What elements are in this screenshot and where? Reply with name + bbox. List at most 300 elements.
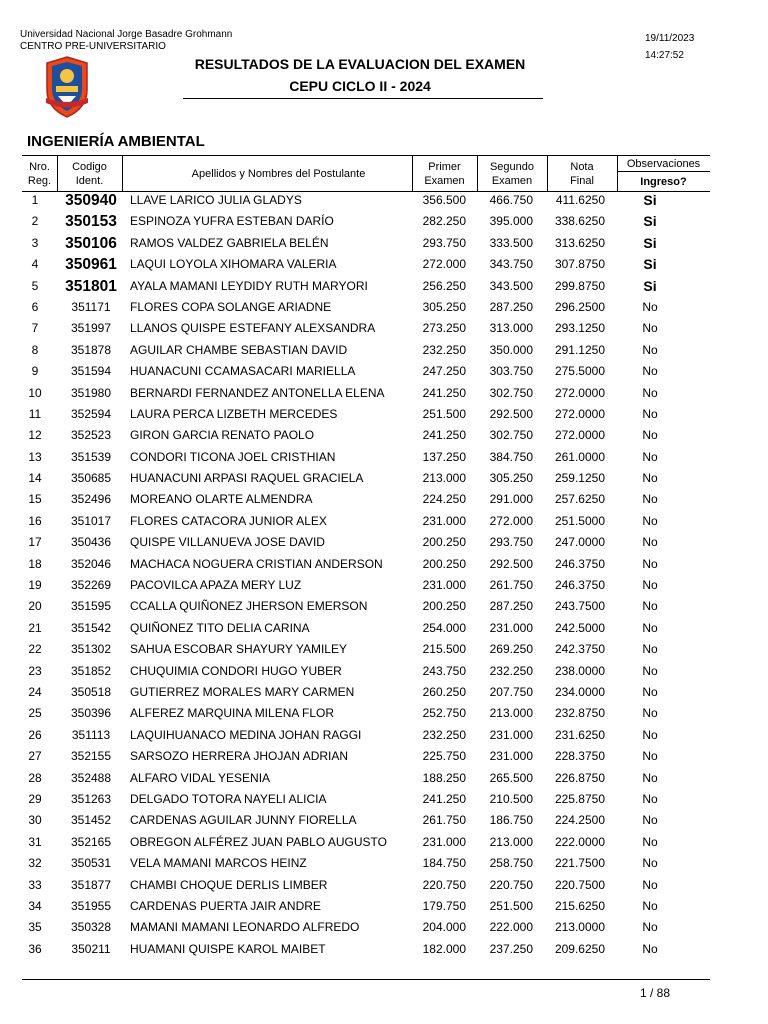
center-name: CENTRO PRE-UNIVERSITARIO — [20, 41, 166, 52]
final-grade: 224.2500 — [554, 813, 605, 828]
applicant-code: 351113 — [71, 727, 111, 742]
table-row — [0, 425, 768, 446]
row-number: 4 — [31, 257, 39, 272]
table-row — [0, 233, 768, 254]
table-row — [0, 468, 768, 489]
final-grade: 226.8750 — [554, 770, 605, 785]
first-exam-score: 241.250 — [422, 791, 466, 806]
final-grade: 234.0000 — [554, 684, 605, 699]
admission-status: Si — [643, 192, 657, 208]
header-observations: Observaciones — [626, 157, 701, 170]
university-seal-icon — [44, 56, 90, 118]
first-exam-score: 188.250 — [422, 770, 466, 785]
applicant-name: CCALLA QUIÑONEZ JHERSON EMERSON — [130, 599, 368, 614]
second-exam-score: 305.250 — [489, 471, 533, 486]
row-number: 28 — [28, 770, 42, 785]
second-exam-score: 272.000 — [489, 513, 533, 528]
second-exam-score: 313.000 — [489, 321, 533, 336]
applicant-code: 352046 — [70, 556, 112, 571]
admission-status: No — [642, 556, 658, 571]
table-row — [0, 917, 768, 938]
row-number: 24 — [28, 684, 42, 699]
row-number: 11 — [28, 406, 42, 421]
first-exam-score: 184.750 — [422, 856, 466, 871]
applicant-name: BERNARDI FERNANDEZ ANTONELLA ELENA — [130, 385, 385, 400]
final-grade: 411.6250 — [555, 193, 605, 207]
applicant-name: PACOVILCA APAZA MERY LUZ — [130, 578, 302, 593]
second-exam-score: 292.500 — [489, 406, 533, 421]
final-grade: 222.0000 — [554, 834, 605, 849]
applicant-code: 350961 — [65, 256, 117, 274]
admission-status: No — [642, 706, 658, 721]
table-row — [0, 276, 768, 297]
second-exam-score: 343.750 — [489, 257, 533, 272]
table-row — [0, 832, 768, 853]
applicant-code: 350153 — [65, 213, 117, 231]
table-row — [0, 489, 768, 510]
final-grade: 275.5000 — [554, 364, 605, 379]
first-exam-score: 204.000 — [422, 920, 466, 935]
first-exam-score: 272.000 — [422, 257, 466, 272]
final-grade: 221.7500 — [554, 856, 605, 871]
first-exam-score: 224.250 — [422, 492, 466, 507]
first-exam-score: 232.250 — [422, 342, 466, 357]
final-grade: 246.3750 — [554, 578, 605, 593]
second-exam-score: 466.750 — [489, 193, 533, 207]
first-exam-score: 252.750 — [422, 706, 466, 721]
second-exam-score: 343.500 — [489, 278, 533, 293]
applicant-code: 350328 — [70, 920, 112, 935]
admission-status: No — [642, 684, 658, 699]
second-exam-score: 302.750 — [489, 428, 533, 443]
admission-status: No — [642, 727, 658, 742]
second-exam-score: 287.250 — [489, 599, 533, 614]
table-row — [0, 211, 768, 232]
row-number: 14 — [28, 471, 42, 486]
final-grade: 242.3750 — [554, 642, 605, 657]
applicant-code: 350518 — [70, 684, 112, 699]
row-number: 26 — [28, 727, 42, 742]
row-number: 6 — [31, 299, 39, 314]
second-exam-score: 395.000 — [489, 214, 533, 229]
final-grade: 272.0000 — [554, 428, 605, 443]
table-row — [0, 297, 768, 318]
applicant-code: 352488 — [70, 770, 112, 785]
final-grade: 220.7500 — [554, 877, 605, 892]
final-grade: 247.0000 — [554, 535, 605, 550]
applicant-name: RAMOS VALDEZ GABRIELA BELÉN — [130, 235, 329, 250]
first-exam-score: 251.500 — [422, 406, 466, 421]
admission-status: No — [642, 599, 658, 614]
admission-status: No — [642, 535, 658, 550]
table-row — [0, 532, 768, 553]
applicant-code: 352523 — [70, 428, 112, 443]
institution-block — [20, 29, 232, 53]
second-exam-score: 220.750 — [489, 877, 533, 892]
header-final-grade: Nota Final — [570, 160, 594, 187]
applicant-code: 351017 — [70, 513, 112, 528]
table-row — [0, 618, 768, 639]
second-exam-score: 384.750 — [489, 449, 533, 464]
header-name: Apellidos y Nombres del Postulante — [191, 167, 366, 180]
applicant-name: ALFARO VIDAL YESENIA — [130, 770, 271, 785]
admission-status: No — [642, 856, 658, 871]
applicant-code: 350106 — [65, 234, 117, 252]
second-exam-score: 251.500 — [489, 898, 533, 913]
admission-status: No — [642, 920, 658, 935]
final-grade: 231.6250 — [554, 727, 605, 742]
table-row — [0, 703, 768, 724]
applicant-name: CARDENAS PUERTA JAIR ANDRE — [130, 898, 321, 913]
admission-status: Si — [643, 277, 657, 294]
applicant-code: 351997 — [70, 321, 112, 336]
document-title: RESULTADOS DE LA EVALUACION DEL EXAMEN — [194, 56, 526, 72]
applicant-name: CONDORI TICONA JOEL CRISTHIAN — [130, 449, 336, 464]
second-exam-score: 350.000 — [489, 342, 533, 357]
final-grade: 232.8750 — [554, 706, 605, 721]
admission-status: Si — [643, 256, 657, 273]
table-row — [0, 318, 768, 339]
row-number: 9 — [31, 364, 39, 379]
second-exam-score: 231.000 — [489, 727, 533, 742]
applicant-code: 351452 — [70, 813, 112, 828]
table-row — [0, 447, 768, 468]
applicant-name: AYALA MAMANI LEYDIDY RUTH MARYORI — [130, 278, 368, 293]
final-grade: 272.0000 — [554, 385, 605, 400]
second-exam-score: 237.250 — [489, 941, 533, 956]
table-row — [0, 554, 768, 575]
applicant-code: 352165 — [70, 834, 112, 849]
first-exam-score: 200.250 — [422, 599, 466, 614]
admission-status: No — [642, 513, 658, 528]
applicant-code: 350685 — [70, 471, 112, 486]
table-row — [0, 768, 768, 789]
header-second-exam: Segundo Examen — [489, 160, 535, 187]
table-row — [0, 746, 768, 767]
table-row — [0, 875, 768, 896]
row-number: 13 — [28, 449, 42, 464]
final-grade: 228.3750 — [554, 749, 605, 764]
table-row — [0, 511, 768, 532]
first-exam-score: 231.000 — [422, 834, 466, 849]
applicant-code: 351980 — [70, 385, 112, 400]
applicant-code: 351955 — [70, 898, 112, 913]
applicant-name: SAHUA ESCOBAR SHAYURY YAMILEY — [130, 642, 347, 657]
admission-status: No — [642, 813, 658, 828]
second-exam-score: 287.250 — [489, 299, 533, 314]
applicant-code: 350531 — [70, 856, 112, 871]
admission-status: No — [642, 877, 658, 892]
report-datetime — [645, 30, 694, 64]
row-number: 20 — [28, 599, 42, 614]
second-exam-score: 213.000 — [489, 834, 533, 849]
admission-status: No — [642, 342, 658, 357]
final-grade: 291.1250 — [554, 342, 605, 357]
table-row — [0, 575, 768, 596]
applicant-name: GUTIERREZ MORALES MARY CARMEN — [130, 684, 355, 699]
final-grade: 313.6250 — [554, 235, 605, 250]
program-title: INGENIERÍA AMBIENTAL — [27, 133, 205, 150]
admission-status: No — [642, 385, 658, 400]
first-exam-score: 260.250 — [422, 684, 466, 699]
first-exam-score: 273.250 — [422, 321, 466, 336]
row-number: 7 — [31, 321, 39, 336]
first-exam-score: 256.250 — [422, 278, 466, 293]
row-number: 25 — [28, 706, 42, 721]
table-row — [0, 853, 768, 874]
admission-status: No — [642, 321, 658, 336]
applicant-name: LLANOS QUISPE ESTEFANY ALEXSANDRA — [130, 321, 376, 336]
first-exam-score: 261.750 — [422, 813, 466, 828]
final-grade: 225.8750 — [554, 791, 605, 806]
page-number: 1 / 88 — [640, 986, 671, 1000]
row-number: 10 — [28, 385, 42, 400]
row-number: 18 — [28, 556, 42, 571]
header-ingreso: Ingreso? — [640, 175, 687, 188]
applicant-name: LAQUIHUANACO MEDINA JOHAN RAGGI — [130, 727, 362, 742]
document-subtitle: CEPU CICLO II - 2024 — [289, 78, 431, 94]
admission-status: No — [642, 770, 658, 785]
table-row — [0, 190, 768, 211]
first-exam-score: 200.250 — [422, 556, 466, 571]
title-divider — [183, 98, 543, 99]
admission-status: No — [642, 449, 658, 464]
first-exam-score: 200.250 — [422, 535, 466, 550]
applicant-code: 351542 — [70, 620, 112, 635]
admission-status: No — [642, 364, 658, 379]
admission-status: Si — [643, 234, 657, 251]
row-number: 5 — [31, 278, 39, 293]
row-number: 30 — [28, 813, 42, 828]
second-exam-score: 210.500 — [489, 791, 533, 806]
second-exam-score: 207.750 — [489, 684, 533, 699]
applicant-name: HUANACUNI CCAMASACARI MARIELLA — [130, 364, 356, 379]
applicant-code: 352269 — [70, 578, 112, 593]
second-exam-score: 291.000 — [489, 492, 533, 507]
applicant-name: HUANACUNI ARPASI RAQUEL GRACIELA — [130, 471, 364, 486]
applicant-name: AGUILAR CHAMBE SEBASTIAN DAVID — [130, 342, 348, 357]
applicant-name: MACHACA NOGUERA CRISTIAN ANDERSON — [130, 556, 383, 571]
admission-status: No — [642, 471, 658, 486]
applicant-name: FLORES CATACORA JUNIOR ALEX — [130, 513, 327, 528]
row-number: 35 — [28, 920, 42, 935]
final-grade: 246.3750 — [554, 556, 605, 571]
row-number: 21 — [28, 620, 42, 635]
table-row — [0, 661, 768, 682]
applicant-code: 351852 — [70, 663, 112, 678]
final-grade: 261.0000 — [554, 449, 605, 464]
final-grade: 238.0000 — [554, 663, 605, 678]
row-number: 23 — [28, 663, 42, 678]
first-exam-score: 254.000 — [422, 620, 466, 635]
admission-status: No — [642, 898, 658, 913]
first-exam-score: 247.250 — [422, 364, 466, 379]
final-grade: 338.6250 — [554, 214, 605, 229]
row-number: 27 — [28, 749, 42, 764]
first-exam-score: 213.000 — [422, 471, 466, 486]
applicant-name: QUIÑONEZ TITO DELIA CARINA — [130, 620, 310, 635]
applicant-code: 352594 — [70, 406, 112, 421]
table-row — [0, 340, 768, 361]
second-exam-score: 303.750 — [489, 364, 533, 379]
second-exam-score: 269.250 — [489, 642, 533, 657]
applicant-code: 351263 — [70, 791, 112, 806]
table-row — [0, 254, 768, 275]
admission-status: No — [642, 663, 658, 678]
applicant-code: 351801 — [65, 277, 117, 295]
applicant-name: MOREANO OLARTE ALMENDRA — [130, 492, 313, 507]
first-exam-score: 282.250 — [422, 214, 466, 229]
applicant-name: QUISPE VILLANUEVA JOSE DAVID — [130, 535, 325, 550]
report-time: 14:27:52 — [645, 50, 684, 61]
applicant-code: 350211 — [71, 941, 111, 956]
applicant-code: 352155 — [70, 749, 112, 764]
first-exam-score: 241.250 — [422, 428, 466, 443]
applicant-name: GIRON GARCIA RENATO PAOLO — [130, 428, 315, 443]
applicant-name: ESPINOZA YUFRA ESTEBAN DARÍO — [130, 214, 334, 229]
row-number: 22 — [28, 642, 42, 657]
second-exam-score: 261.750 — [489, 578, 533, 593]
applicant-name: LAURA PERCA LIZBETH MERCEDES — [130, 406, 338, 421]
header-nro: Nro. Reg. — [27, 160, 52, 187]
final-grade: 307.8750 — [554, 257, 605, 272]
applicant-name: LLAVE LARICO JULIA GLADYS — [130, 193, 302, 207]
table-row — [0, 639, 768, 660]
table-row — [0, 939, 768, 960]
admission-status: No — [642, 578, 658, 593]
second-exam-score: 302.750 — [489, 385, 533, 400]
applicant-name: MAMANI MAMANI LEONARDO ALFREDO — [130, 920, 360, 935]
row-number: 31 — [28, 834, 42, 849]
final-grade: 213.0000 — [554, 920, 605, 935]
final-grade: 251.5000 — [554, 513, 605, 528]
applicant-name: CARDENAS AGUILAR JUNNY FIORELLA — [130, 813, 357, 828]
admission-status: No — [642, 749, 658, 764]
final-grade: 215.6250 — [554, 898, 605, 913]
table-row — [0, 682, 768, 703]
row-number: 32 — [28, 856, 42, 871]
applicant-code: 350436 — [70, 535, 112, 550]
final-grade: 293.1250 — [554, 321, 605, 336]
table-row — [0, 810, 768, 831]
first-exam-score: 215.500 — [422, 642, 466, 657]
admission-status: Si — [643, 213, 657, 230]
first-exam-score: 231.000 — [422, 513, 466, 528]
final-grade: 272.0000 — [554, 406, 605, 421]
applicant-name: ALFEREZ MARQUINA MILENA FLOR — [130, 706, 335, 721]
admission-status: No — [642, 406, 658, 421]
table-row — [0, 383, 768, 404]
applicant-code: 350396 — [70, 706, 112, 721]
final-grade: 257.6250 — [554, 492, 605, 507]
admission-status: No — [642, 492, 658, 507]
applicant-code: 351878 — [70, 342, 112, 357]
results-table-body — [0, 190, 768, 960]
table-row — [0, 361, 768, 382]
header-code: Codigo Ident. — [72, 160, 107, 187]
second-exam-score: 258.750 — [489, 856, 533, 871]
applicant-code: 351171 — [71, 299, 111, 314]
university-name: Universidad Nacional Jorge Basadre Grohmann — [20, 29, 233, 40]
admission-status: No — [642, 620, 658, 635]
applicant-name: CHUQUIMIA CONDORI HUGO YUBER — [130, 663, 342, 678]
admission-status: No — [642, 299, 658, 314]
first-exam-score: 182.000 — [422, 941, 466, 956]
second-exam-score: 231.000 — [489, 749, 533, 764]
table-row — [0, 896, 768, 917]
report-date: 19/11/2023 — [645, 33, 695, 44]
applicant-name: FLORES COPA SOLANGE ARIADNE — [130, 299, 332, 314]
second-exam-score: 231.000 — [489, 620, 533, 635]
final-grade: 209.6250 — [554, 941, 605, 956]
header-first-exam: Primer Examen — [424, 160, 465, 187]
table-row — [0, 789, 768, 810]
row-number: 36 — [28, 941, 42, 956]
admission-status: No — [642, 642, 658, 657]
admission-status: No — [642, 834, 658, 849]
final-grade: 242.5000 — [554, 620, 605, 635]
applicant-code: 351877 — [70, 877, 112, 892]
first-exam-score: 241.250 — [422, 385, 466, 400]
row-number: 33 — [28, 877, 42, 892]
applicant-name: HUAMANI QUISPE KAROL MAIBET — [130, 941, 326, 956]
second-exam-score: 222.000 — [489, 920, 533, 935]
applicant-name: DELGADO TOTORA NAYELI ALICIA — [130, 791, 327, 806]
row-number: 8 — [31, 342, 39, 357]
first-exam-score: 305.250 — [422, 299, 466, 314]
applicant-code: 352496 — [70, 492, 112, 507]
row-number: 2 — [31, 214, 39, 229]
second-exam-score: 265.500 — [489, 770, 533, 785]
applicant-name: LAQUI LOYOLA XIHOMARA VALERIA — [130, 257, 337, 272]
applicant-name: VELA MAMANI MARCOS HEINZ — [130, 856, 307, 871]
final-grade: 243.7500 — [554, 599, 605, 614]
first-exam-score: 243.750 — [422, 663, 466, 678]
admission-status: No — [642, 428, 658, 443]
applicant-code: 350940 — [65, 192, 117, 209]
applicant-code: 351302 — [70, 642, 112, 657]
table-header — [22, 155, 710, 192]
footer-divider — [22, 979, 710, 980]
row-number: 3 — [31, 235, 39, 250]
first-exam-score: 356.500 — [422, 193, 466, 207]
admission-status: No — [642, 791, 658, 806]
table-row — [0, 596, 768, 617]
second-exam-score: 293.750 — [489, 535, 533, 550]
first-exam-score: 137.250 — [422, 449, 466, 464]
first-exam-score: 220.750 — [422, 877, 466, 892]
table-row — [0, 404, 768, 425]
applicant-code: 351595 — [70, 599, 112, 614]
first-exam-score: 225.750 — [422, 749, 466, 764]
final-grade: 296.2500 — [554, 299, 605, 314]
applicant-name: CHAMBI CHOQUE DERLIS LIMBER — [130, 877, 328, 892]
table-row — [0, 725, 768, 746]
applicant-code: 351594 — [70, 364, 112, 379]
row-number: 34 — [28, 898, 42, 913]
first-exam-score: 293.750 — [422, 235, 466, 250]
applicant-name: OBREGON ALFÉREZ JUAN PABLO AUGUSTO — [130, 834, 387, 849]
row-number: 17 — [28, 535, 42, 550]
final-grade: 299.8750 — [554, 278, 605, 293]
applicant-name: SARSOZO HERRERA JHOJAN ADRIAN — [130, 749, 349, 764]
second-exam-score: 333.500 — [489, 235, 533, 250]
second-exam-score: 213.000 — [489, 706, 533, 721]
second-exam-score: 186.750 — [489, 813, 533, 828]
first-exam-score: 232.250 — [422, 727, 466, 742]
first-exam-score: 231.000 — [422, 578, 466, 593]
row-number: 15 — [28, 492, 42, 507]
